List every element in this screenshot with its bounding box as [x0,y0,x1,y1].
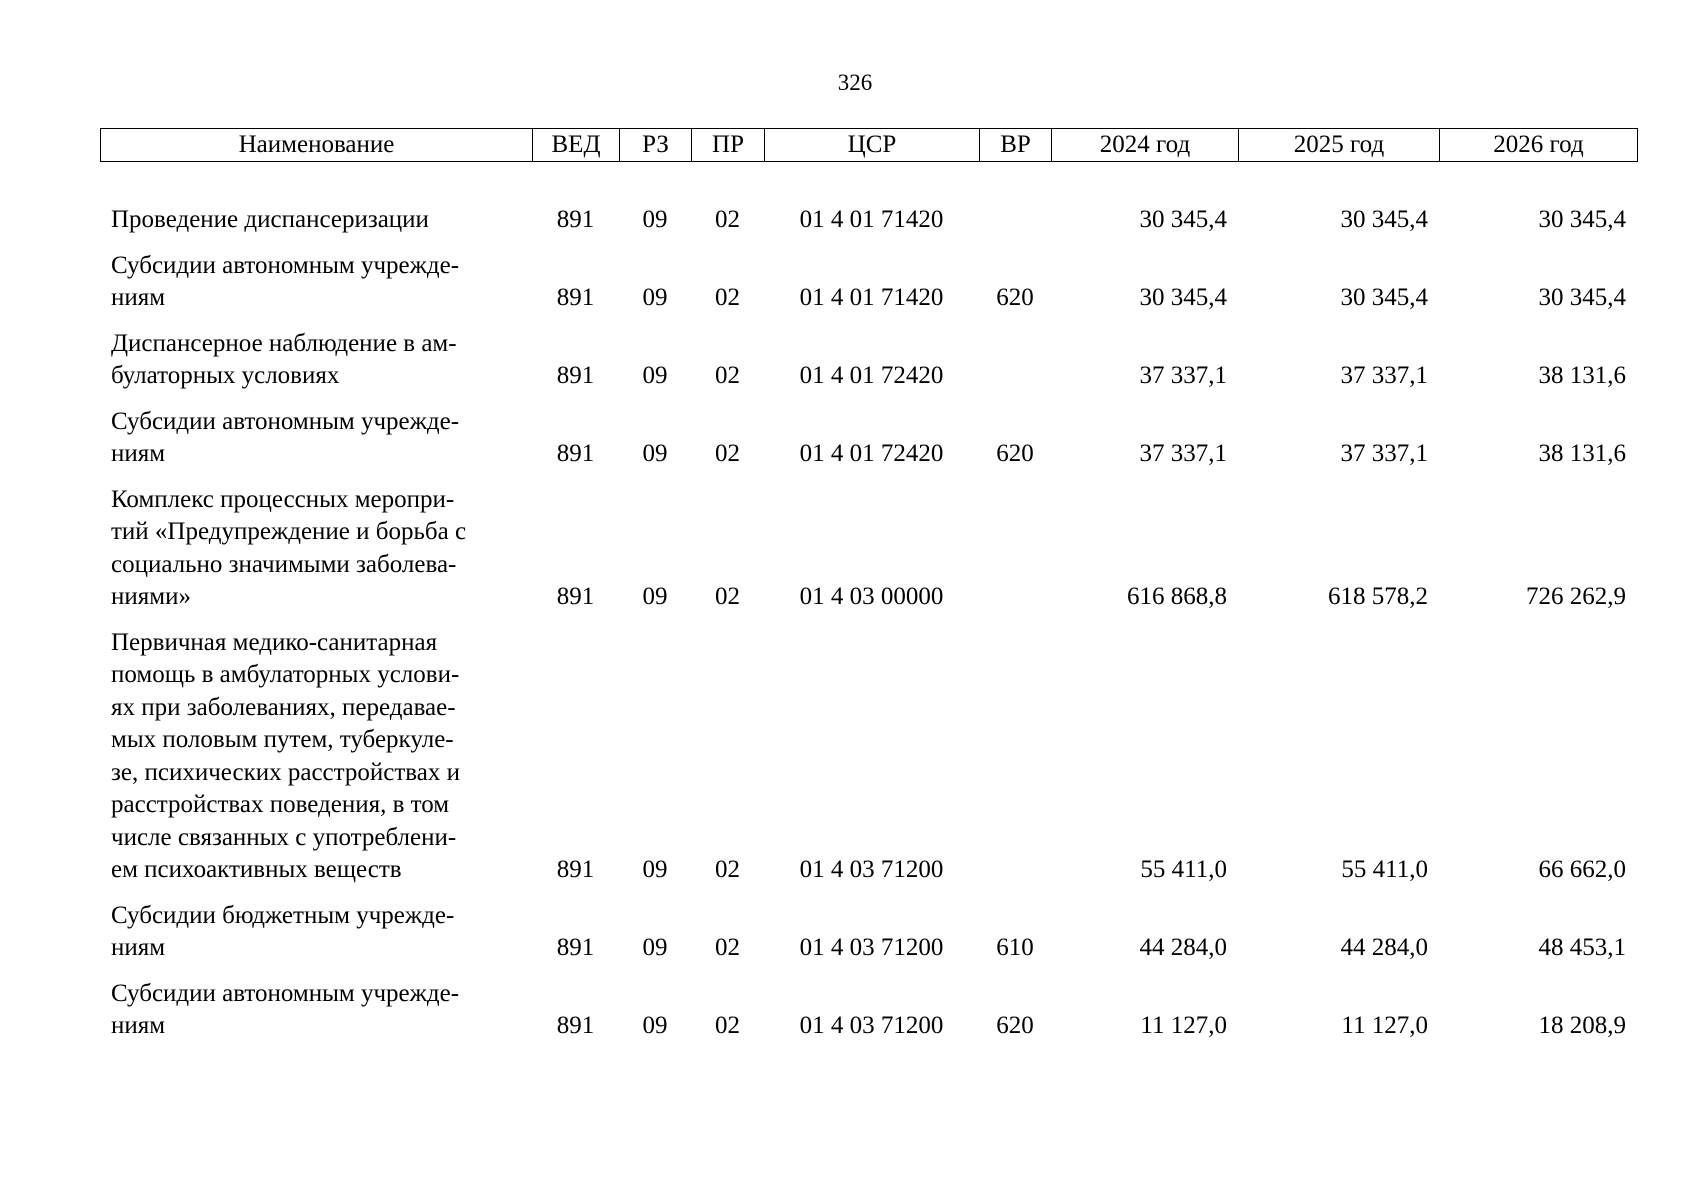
cell-rz: 09 [642,856,668,883]
name-line: Комплекс процессных меропри- [111,485,455,513]
column-header-csr: ЦСР [765,129,980,162]
cell-ved: 891 [556,1012,595,1039]
cell-rz: 09 [642,362,668,389]
name-line: тий «Предупреждение и борьба с [111,518,467,545]
name-line: ниями» [111,583,191,610]
cell-csr: 01 4 01 71420 [799,206,944,233]
cell-vr [979,627,1051,900]
name-line: числе связанных с употреблени- [111,823,457,851]
cell-2026: 18 208,9 [1538,1012,1626,1039]
column-header-rz: РЗ [620,129,692,162]
cell-ved: 891 [556,440,595,467]
cell-vr [979,484,1051,627]
name-line: булаторных условиях [111,362,340,389]
name-line: социально значимыми заболева- [111,550,457,578]
cell-rz: 09 [642,284,668,311]
cell-2025: 55 411,0 [1341,856,1428,883]
cell-ved: 891 [556,206,595,233]
cell-vr: 620 [996,440,1034,467]
cell-2024: 30 345,4 [1139,206,1227,233]
cell-ved: 891 [556,362,595,389]
cell-csr: 01 4 03 00000 [799,583,944,610]
cell-csr: 01 4 03 71200 [799,1012,944,1039]
cell-rz: 09 [642,1012,668,1039]
cell-2026: 38 131,6 [1538,362,1626,389]
cell-name [100,484,532,627]
table-body [100,204,1637,1056]
cell-2024: 30 345,4 [1139,284,1227,311]
table-row [100,627,1637,900]
cell-csr: 01 4 01 72420 [799,362,944,389]
cell-pr: 02 [715,1012,740,1039]
cell-2024: 44 284,0 [1139,934,1227,961]
cell-pr: 02 [715,206,740,233]
cell-2026: 726 262,9 [1526,583,1626,610]
cell-2024: 616 868,8 [1127,583,1227,610]
cell-pr: 02 [715,440,740,467]
cell-2025: 30 345,4 [1340,206,1428,233]
name-line: ниям [111,440,166,467]
cell-ved: 891 [556,583,595,610]
table-row [100,484,1637,627]
cell-name [100,627,532,900]
cell-csr: 01 4 03 71200 [799,934,944,961]
name-line: Субсидии автономным учрежде- [111,979,460,1007]
table-row [100,406,1637,484]
name-line: ниям [111,284,166,311]
table-row [100,328,1637,406]
cell-rz: 09 [642,206,668,233]
cell-2026: 66 662,0 [1538,856,1626,883]
cell-ved: 891 [556,284,595,311]
cell-name [100,406,532,484]
cell-2025: 44 284,0 [1340,934,1428,961]
cell-vr: 620 [996,1012,1034,1039]
cell-2024: 11 127,0 [1140,1012,1227,1039]
cell-name [100,204,532,250]
cell-pr: 02 [715,934,740,961]
cell-csr: 01 4 01 72420 [799,440,944,467]
cell-2024: 37 337,1 [1139,440,1227,467]
cell-2025: 30 345,4 [1340,284,1428,311]
cell-csr: 01 4 03 71200 [799,856,944,883]
name-line: ниям [111,934,166,961]
name-line: помощь в амбулаторных услови- [111,661,460,688]
cell-2026: 30 345,4 [1538,206,1626,233]
cell-name [100,978,532,1056]
table-row [100,204,1637,250]
cell-name [100,328,532,406]
column-header-ved: ВЕД [533,129,620,162]
cell-2025: 37 337,1 [1340,440,1428,467]
cell-pr: 02 [715,284,740,311]
name-line: Субсидии автономным учрежде- [111,407,460,435]
table-row [100,250,1637,328]
name-line: ях при заболеваниях, передавае- [111,693,456,721]
cell-vr [979,328,1051,406]
name-line: Субсидии автономным учрежде- [111,251,460,279]
cell-pr: 02 [715,583,740,610]
cell-2025: 37 337,1 [1340,362,1428,389]
name-line: ем психоактивных веществ [111,856,402,883]
cell-2026: 48 453,1 [1538,934,1626,961]
table-row [100,900,1637,978]
cell-pr: 02 [715,856,740,883]
cell-vr: 610 [996,934,1034,961]
name-line: зе, психических расстройствах и [111,758,460,786]
name-line: Диспансерное наблюдение в ам- [111,329,457,357]
column-header-name: Наименование [101,129,533,162]
cell-ved: 891 [556,934,595,961]
cell-csr: 01 4 01 71420 [799,284,944,311]
page-number: 326 [837,70,873,95]
cell-rz: 09 [642,583,668,610]
cell-rz: 09 [642,934,668,961]
column-header-2024: 2024 год [1052,129,1239,162]
cell-vr [979,204,1051,250]
cell-2024: 55 411,0 [1140,856,1227,883]
name-line: Первичная медико-санитарная [111,628,438,656]
column-header-2025: 2025 год [1239,129,1440,162]
name-line: расстройствах поведения, в том [111,791,450,818]
cell-name [100,900,532,978]
cell-2026: 30 345,4 [1538,284,1626,311]
name-line: Проведение диспансеризации [111,206,429,233]
cell-2025: 11 127,0 [1341,1012,1428,1039]
cell-2024: 37 337,1 [1139,362,1227,389]
table-header [100,128,1638,162]
cell-2026: 38 131,6 [1538,440,1626,467]
cell-name [100,250,532,328]
budget-table [100,204,1637,1056]
name-line: Субсидии бюджетным учрежде- [111,901,455,929]
table-row [100,978,1637,1056]
cell-ved: 891 [556,856,595,883]
name-line: мых половым путем, туберкуле- [111,726,454,753]
cell-pr: 02 [715,362,740,389]
cell-2025: 618 578,2 [1328,583,1428,610]
cell-vr: 620 [996,284,1034,311]
column-header-2026: 2026 год [1440,129,1638,162]
column-header-pr: ПР [692,129,765,162]
name-line: ниям [111,1012,166,1039]
column-header-vr: ВР [980,129,1052,162]
cell-rz: 09 [642,440,668,467]
